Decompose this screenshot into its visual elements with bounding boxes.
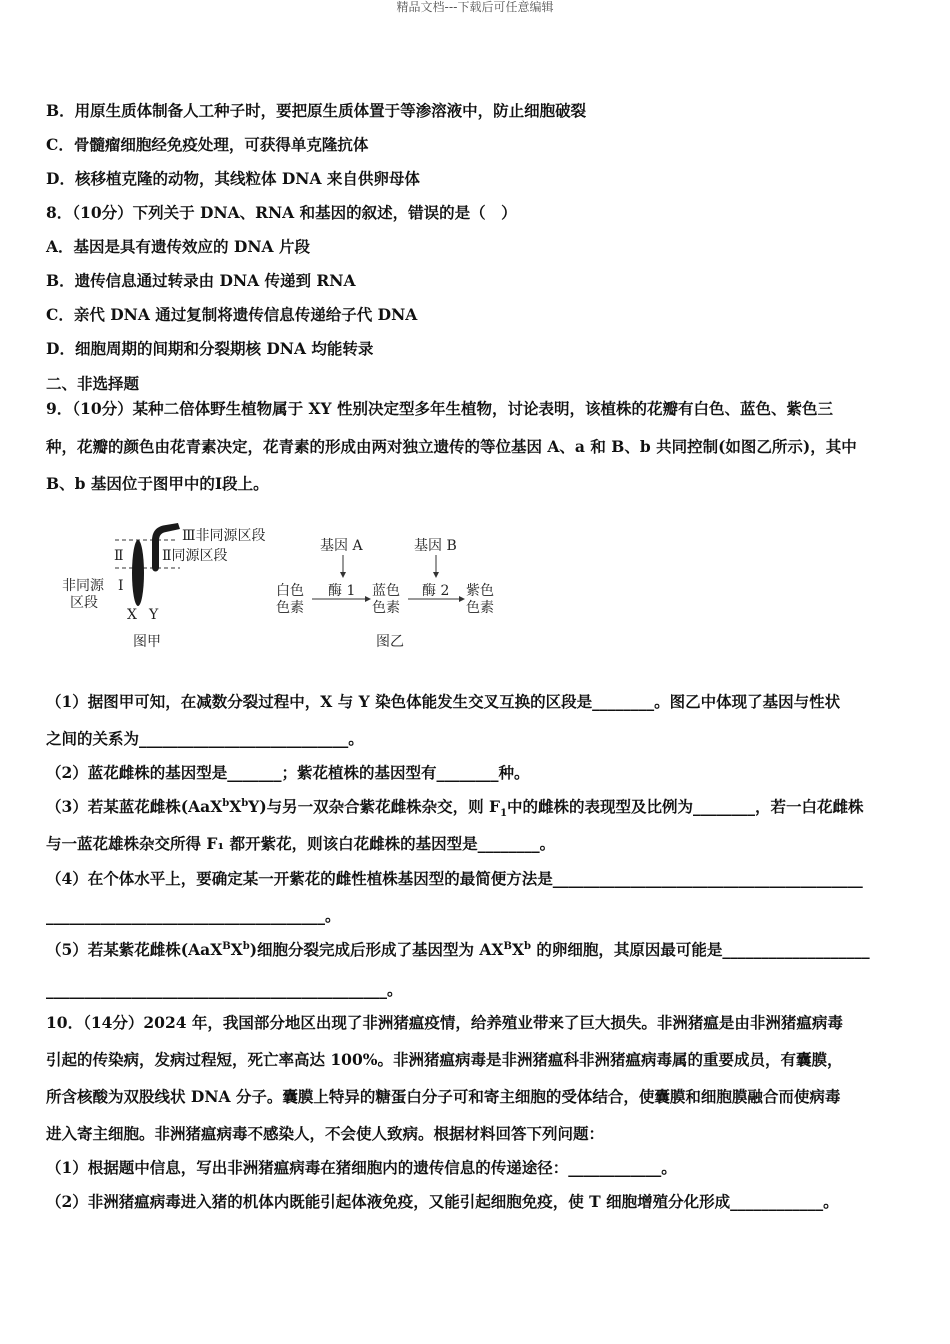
label-nonhomologous-1: 非同源 xyxy=(62,578,104,594)
q5-sup-2: b xyxy=(242,940,250,952)
q9-part5-line2: ____________________________________________。 xyxy=(46,980,403,999)
page-header: 精品文档---下载后可任意编辑 xyxy=(396,0,554,14)
q3-sub-1: 1 xyxy=(500,808,508,820)
label-ii: Ⅱ xyxy=(114,548,124,564)
question-10-line4: 进入寄主细胞。非洲猪瘟病毒不感染人，不会使人致病。根据材料回答下列问题： xyxy=(46,1124,605,1143)
gene-a-label: 基因 A xyxy=(320,538,363,554)
purple-pigment-2: 色素 xyxy=(466,600,494,616)
q9-part3-line1 xyxy=(46,797,864,820)
q5-sup-3: B xyxy=(503,940,512,952)
blue-pigment-1: 蓝色 xyxy=(372,583,400,599)
question-10-line3: 所含核酸为双股线状 DNA 分子。囊膜上特异的糖蛋白分子可和寄主细胞的受体结合，使囊膜和细胞膜融合而使病毒 xyxy=(46,1087,841,1106)
question-9-line2: 种，花瓣的颜色由花青素决定，花青素的形成由两对独立遗传的等位基因 A、a 和 B、b 共同控制(如图乙所示)，其中 xyxy=(46,437,857,456)
q5-text-4: X xyxy=(511,940,524,959)
caption-figure-b: 图乙 xyxy=(376,634,404,650)
enzyme-1-label: 酶 1 xyxy=(328,583,356,599)
x-chromosome xyxy=(132,540,144,606)
gene-b-label: 基因 B xyxy=(414,538,457,554)
q5-text-1: （5）若某紫花雌株(AaX xyxy=(46,940,223,959)
q5-sup-4: b xyxy=(523,940,531,952)
q9-part3-line2: 与一蓝花雄株杂交所得 F₁ 都开紫花，则该白花雌株的基因型是________。 xyxy=(46,834,556,853)
option-b-q8: B．遗传信息通过转录由 DNA 传递到 RNA xyxy=(46,271,356,290)
q9-part1-line2: 之间的关系为___________________________。 xyxy=(46,729,364,748)
question-10-line1: 10．（14分）2024 年，我国部分地区出现了非洲猪瘟疫情，给养殖业带来了巨大损失。非洲猪瘟是由非洲猪瘟病毒 xyxy=(46,1013,843,1032)
q3-text-1: （3）若某蓝花雌株(AaX xyxy=(46,797,223,816)
option-c-q7: C．骨髓瘤细胞经免疫处理，可获得单克隆抗体 xyxy=(46,135,369,154)
q3-text-4: 中的雌株的表现型及比例为________，若一白花雌株 xyxy=(507,797,864,816)
q10-part2: （2）非洲猪瘟病毒进入猪的机体内既能引起体液免疫，又能引起细胞免疫，使 T 细胞增殖分化形成____________。 xyxy=(46,1192,839,1211)
q9-part4-line1: （4）在个体水平上，要确定某一开紫花的雌性植株基因型的最简便方法是________________________________________ xyxy=(46,869,863,888)
option-b-q7: B．用原生质体制备人工种子时，要把原生质体置于等渗溶液中，防止细胞破裂 xyxy=(46,101,587,120)
q5-text-2: X xyxy=(230,940,243,959)
q3-text-3: Y)与另一双杂合紫花雌株杂交，则 F xyxy=(248,797,501,816)
label-nonhomologous-2: 区段 xyxy=(70,595,98,611)
question-9-line1: 9．（10分）某种二倍体野生植物属于 XY 性别决定型多年生植物，讨论表明，该植株的花瓣有白色、蓝色、紫色三 xyxy=(46,399,833,418)
label-i: Ⅰ xyxy=(118,578,124,594)
q9-part1-line1: （1）据图甲可知，在减数分裂过程中，X 与 Y 染色体能发生交叉互换的区段是________。图乙中体现了基因与性状 xyxy=(46,692,841,711)
label-y: Y xyxy=(149,607,159,623)
q9-part4-line2: ____________________________________。 xyxy=(46,906,341,925)
enzyme-2-label: 酶 2 xyxy=(422,583,450,599)
label-ii-homologous: Ⅱ同源区段 xyxy=(162,548,228,564)
q5-sup-1: B xyxy=(222,940,231,952)
caption-figure-a: 图甲 xyxy=(133,634,161,650)
q3-sup-1: b xyxy=(222,797,230,809)
option-d-q7: D．核移植克隆的动物，其线粒体 DNA 来自供卵母体 xyxy=(46,169,420,188)
label-iii-nonhomologous: Ⅲ非同源区段 xyxy=(182,528,266,544)
question-9-line3: B、b 基因位于图甲中的Ⅰ段上。 xyxy=(46,474,269,493)
figure-chromosome-and-pathway xyxy=(0,515,560,655)
q9-part2: （2）蓝花雌株的基因型是_______；紫花植株的基因型有________种。 xyxy=(46,763,530,782)
section-title: 二、非选择题 xyxy=(46,374,140,393)
question-10-line2: 引起的传染病，发病过程短，死亡率高达 100%。非洲猪瘟病毒是非洲猪瘟科非洲猪瘟病毒属的重要成员，有囊膜， xyxy=(46,1050,843,1069)
q3-sup-2: b xyxy=(241,797,249,809)
question-8-stem: 8．（10分）下列关于 DNA、RNA 和基因的叙述，错误的是（ ） xyxy=(46,203,517,222)
option-d-q8: D．细胞周期的间期和分裂期核 DNA 均能转录 xyxy=(46,339,374,358)
q3-text-2: X xyxy=(229,797,242,816)
white-pigment-2: 色素 xyxy=(276,600,304,616)
option-a-q8: A．基因是具有遗传效应的 DNA 片段 xyxy=(46,237,310,256)
white-pigment-1: 白色 xyxy=(276,583,304,599)
purple-pigment-1: 紫色 xyxy=(466,583,494,599)
blue-pigment-2: 色素 xyxy=(372,600,400,616)
q10-part1: （1）根据题中信息，写出非洲猪瘟病毒在猪细胞内的遗传信息的传递途径：____________。 xyxy=(46,1158,677,1177)
q9-part5-line1 xyxy=(46,940,870,960)
option-c-q8: C．亲代 DNA 通过复制将遗传信息传递给子代 DNA xyxy=(46,305,418,324)
label-x: X xyxy=(127,607,137,623)
q5-text-3: )细胞分裂完成后形成了基因型为 AX xyxy=(249,940,504,959)
q5-text-5: 的卵细胞，其原因最可能是___________________ xyxy=(530,940,870,959)
